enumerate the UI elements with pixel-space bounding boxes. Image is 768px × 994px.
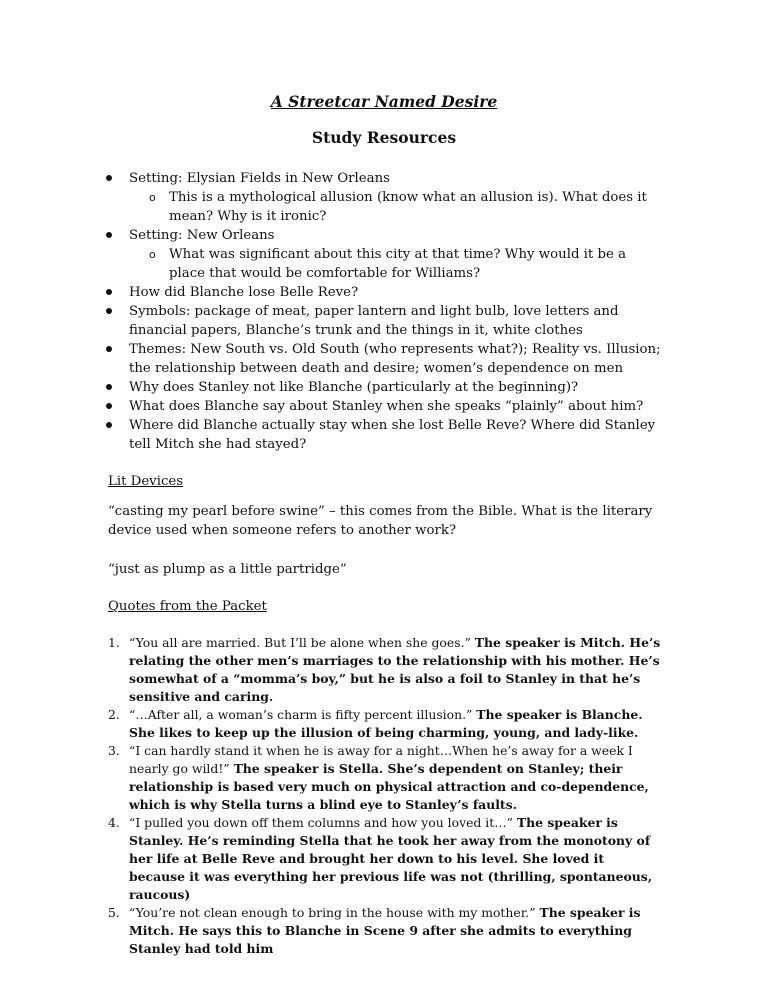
sub-bullet-list [129,188,664,226]
quote-item [108,742,664,814]
circle-bullet-icon: o [149,248,156,261]
quote-number: 3. [108,743,120,758]
quote-item [108,706,664,742]
bullet-text: Where did Blanche actually stay when she lost Belle Reve? Where did Stanley tell Mitch she had stayed? [129,418,656,452]
bullet-icon [106,175,112,181]
document-body [108,169,664,958]
bullet-text: Setting: Elysian Fields in New Orleans [129,171,390,186]
lit-devices-heading: Lit Devices [108,474,184,489]
bullet-item [108,416,664,454]
quote-number: 4. [108,815,120,830]
bullet-item [108,302,664,340]
bullet-item [108,378,664,397]
quote-answer: The speaker is Mitch. He’s relating the other men’s marriages to the relationship with his mother. He’s somewhat of a “momma’s boy,” but he is also a foil to Stanley in that he’s sensitive and caring. [129,635,661,704]
bullet-text: Why does Stanley not like Blanche (particularly at the beginning)? [129,380,579,395]
quote-number: 1. [108,635,120,650]
quote-answer: The speaker is Blanche. She likes to keep up the illusion of being charming, young, and lady-like. [129,707,643,740]
sub-bullet-text: This is a mythological allusion (know what an allusion is). What does it mean? Why is it ironic? [169,190,647,224]
lit-devices-paragraph: “just as plump as a little partridge” [108,562,347,577]
quote-text: “…After all, a woman’s charm is fifty percent illusion.” [129,707,477,722]
quote-item [108,904,664,958]
quote-text: “I pulled you down off them columns and how you loved it…” [129,815,517,830]
bullet-icon [106,346,112,352]
bullet-icon [106,308,112,314]
bullet-text: Symbols: package of meat, paper lantern and light bulb, love letters and financial papers, Blanche’s trunk and the things in it, white clothes [129,304,619,338]
bullet-text: Themes: New South vs. Old South (who represents what?); Reality vs. Illusion; the relationship between death and desire; women’s dependence on men [129,342,661,376]
quotes-list [108,634,664,958]
circle-bullet-icon: o [149,191,156,204]
quote-text: “I can hardly stand it when he is away for a night…When he’s away for a week I nearly go wild!” [129,743,633,776]
quote-text: “You’re not clean enough to bring in the house with my mother.” [129,905,540,920]
document-title: A Streetcar Named Desire [270,92,498,111]
bullet-item [108,283,664,302]
bullet-item [108,397,664,416]
sub-bullet-list [129,245,664,283]
bullet-icon [106,403,112,409]
quote-item [108,634,664,706]
bullet-icon [106,232,112,238]
sub-bullet-item [129,188,664,226]
bullet-item [108,226,664,283]
quote-item [108,814,664,904]
bullet-text: Setting: New Orleans [129,228,275,243]
quote-text: “You all are married. But I’ll be alone when she goes.” [129,635,475,650]
bullet-icon [106,384,112,390]
quote-number: 2. [108,707,120,722]
document-subtitle: Study Resources [311,128,457,147]
sub-bullet-text: What was significant about this city at that time? Why would it be a place that would be comfortable for Williams? [169,247,627,281]
lit-devices-paragraph: “casting my pearl before swine” – this comes from the Bible. What is the literary device used when someone refers to another work? [108,504,653,538]
bullet-text: What does Blanche say about Stanley when she speaks “plainly” about him? [129,399,644,414]
bullet-icon [106,289,112,295]
bullet-icon [106,422,112,428]
bullet-item [108,169,664,226]
quote-number: 5. [108,905,120,920]
bullet-text: How did Blanche lose Belle Reve? [129,285,359,300]
quotes-heading: Quotes from the Packet [108,599,267,614]
study-bullet-list [108,169,664,454]
quote-answer: The speaker is Stanley. He’s reminding Stella that he took her away from the monotony of her life at Belle Reve and brought her down to his level. She loved it because it was everything her previous life was not (thrilling, spontaneous, raucous) [129,815,653,902]
quote-answer: The speaker is Mitch. He says this to Blanche in Scene 9 after she admits to everything Stanley had told him [129,905,641,956]
sub-bullet-item [129,245,664,283]
bullet-item [108,340,664,378]
quote-answer: The speaker is Stella. She’s dependent on Stanley; their relationship is based very much on physical attraction and co-dependence, which is why Stella turns a blind eye to Stanley’s faults. [129,761,649,812]
